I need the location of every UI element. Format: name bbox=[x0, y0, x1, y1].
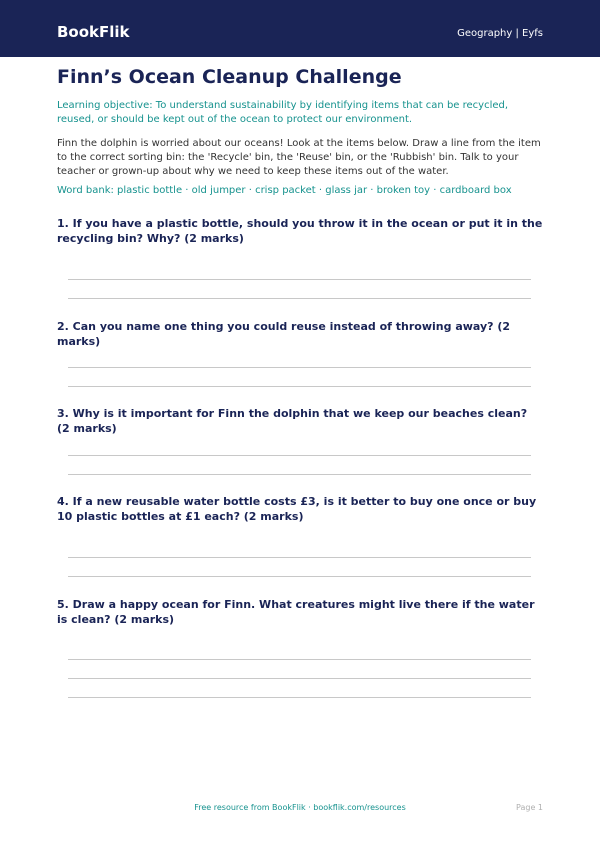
word-bank: Word bank: plastic bottle · old jumper · crisp packet · glass jar · broken toy · cardboard box bbox=[57, 185, 512, 196]
answer-line[interactable] bbox=[68, 367, 531, 368]
answer-line[interactable] bbox=[68, 659, 531, 660]
question-1: 1. If you have a plastic bottle, should you throw it in the ocean or put it in the recycling bin? Why? (2 marks) bbox=[57, 217, 543, 245]
answer-line[interactable] bbox=[68, 386, 531, 387]
page-number: Page 1 bbox=[516, 803, 543, 812]
brand-logo[interactable]: BookFlik bbox=[57, 23, 130, 41]
question-5: 5. Draw a happy ocean for Finn. What creatures might live there if the water is clean? (2 marks) bbox=[57, 598, 535, 626]
answer-line[interactable] bbox=[68, 697, 531, 698]
answer-line[interactable] bbox=[68, 557, 531, 558]
subject-label: Geography | Eyfs bbox=[457, 28, 543, 39]
learning-objective: Learning objective: To understand sustainability by identifying items that can be recycled, reused, or should be kept out of the ocean to protect our environment. bbox=[57, 100, 509, 125]
answer-line[interactable] bbox=[68, 298, 531, 299]
answer-line[interactable] bbox=[68, 455, 531, 456]
question-3: 3. Why is it important for Finn the dolphin that we keep our beaches clean? (2 marks) bbox=[57, 407, 528, 435]
answer-line[interactable] bbox=[68, 474, 531, 475]
question-2: 2. Can you name one thing you could reuse instead of throwing away? (2 marks) bbox=[57, 320, 511, 348]
footer-link[interactable]: Free resource from BookFlik · bookflik.com/resources bbox=[194, 803, 406, 812]
question-4: 4. If a new reusable water bottle costs £3, is it better to buy one once or buy 10 plastic bottles at £1 each? (2 marks) bbox=[57, 495, 537, 523]
page-header bbox=[0, 0, 600, 57]
answer-line[interactable] bbox=[68, 279, 531, 280]
intro-text: Finn the dolphin is worried about our oceans! Look at the items below. Draw a line from the item to the correct sorting bin: the 'Recycle' bin, the 'Reuse' bin, or the 'Rubbish' bin. Talk to your teacher or grown-up about why we need to keep these items out of the water. bbox=[57, 138, 541, 177]
worksheet-title: Finn’s Ocean Cleanup Challenge bbox=[57, 66, 402, 88]
answer-line[interactable] bbox=[68, 576, 531, 577]
answer-line[interactable] bbox=[68, 678, 531, 679]
